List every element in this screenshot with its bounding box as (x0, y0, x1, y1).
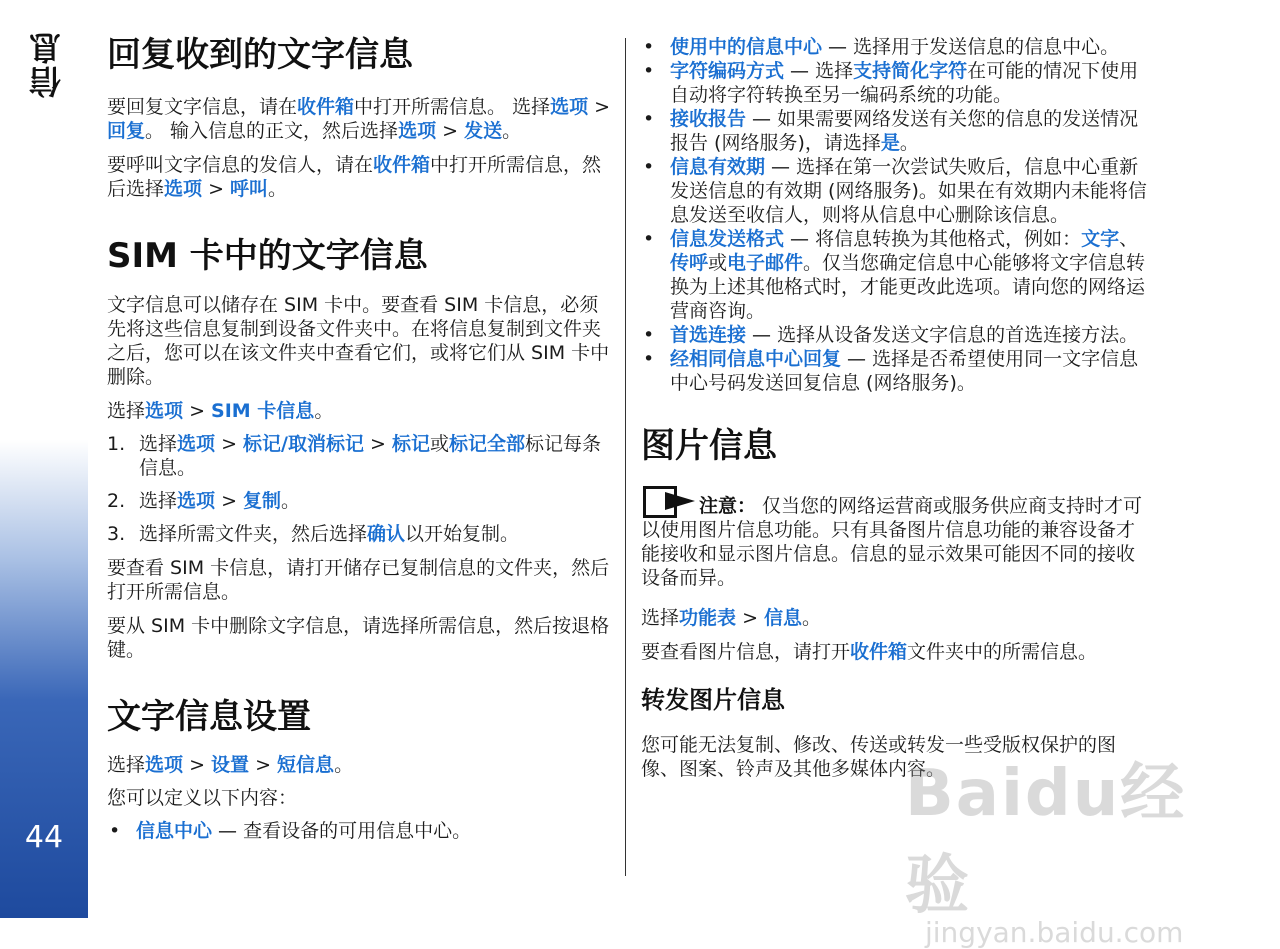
heading-reply-text: 回复收到的文字信息 (107, 35, 413, 75)
para-select-sim: 选择选项 > SIM 卡信息。 (107, 400, 334, 422)
settings-list-left (107, 819, 612, 843)
link-messages[interactable]: 信息 (764, 606, 803, 629)
link-mark-unmark[interactable]: 标记/取消标记 (243, 433, 364, 455)
sidebar-band (0, 0, 88, 918)
step-item: 1. 选择选项 > 标记/取消标记 > 标记或标记全部标记每条信息。 (107, 433, 602, 479)
page-number: 44 (24, 820, 64, 855)
link-char-encoding[interactable]: 字符编码方式 (670, 60, 785, 82)
link-send[interactable]: 发送 (464, 119, 503, 142)
step-item: 2. 选择选项 > 复制。 (107, 490, 301, 512)
link-options[interactable]: 选项 (398, 119, 437, 142)
list-item: • 首选连接 — 选择从设备发送文字信息的首选连接方法。 (641, 323, 1151, 347)
link-sms[interactable]: 短信息 (277, 753, 335, 776)
link-options[interactable]: 选项 (550, 95, 589, 118)
link-call[interactable]: 呼叫 (230, 177, 269, 200)
para-select-menu: 选择功能表 > 信息。 (641, 606, 822, 629)
para-view-picture: 要查看图片信息，请打开收件箱文件夹中的所需信息。 (641, 640, 1098, 663)
link-mark-all[interactable]: 标记全部 (449, 433, 526, 455)
para-reply: 要回复文字信息，请在收件箱中打开所需信息。 选择选项 > 回复。 输入信息的正文，然后选择选项 > 发送。 (107, 95, 611, 142)
para-sim-intro: 文字信息可以储存在 SIM 卡中。要查看 SIM 卡信息，必须先将这些信息复制到设备文件夹中。在将信息复制到文件夹之后，您可以在该文件夹中查看它们，或将它们从 SIM 卡中删除。 (107, 294, 610, 388)
link-confirm[interactable]: 确认 (367, 523, 406, 545)
para-copyright: 您可能无法复制、修改、传送或转发一些受版权保护的图像、图案、铃声及其他多媒体内容。 (641, 733, 1117, 780)
link-paging[interactable]: 传呼 (670, 252, 709, 274)
subheading-forward-picture: 转发图片信息 (641, 685, 785, 714)
link-options[interactable]: 选项 (177, 490, 216, 512)
link-options[interactable]: 选项 (164, 177, 203, 200)
link-reply-same-centre[interactable]: 经相同信息中心回复 (670, 348, 842, 370)
list-item: • 接收报告 — 如果需要网络发送有关您的信息的发送情况报告 (网络服务)，请选择是。 (641, 107, 1151, 155)
para-define: 您可以定义以下内容： (107, 786, 298, 809)
link-email[interactable]: 电子邮件 (727, 252, 804, 274)
heading-sim-text: SIM 卡中的文字信息 (107, 235, 428, 276)
link-options[interactable]: 选项 (145, 400, 184, 422)
link-copy[interactable]: 复制 (243, 490, 282, 512)
left-column (107, 26, 612, 843)
link-message-centres[interactable]: 信息中心 (136, 819, 213, 842)
link-mark[interactable]: 标记 (391, 433, 430, 455)
link-options[interactable]: 选项 (177, 433, 216, 455)
note-block: 注意： 仅当您的网络运营商或服务供应商支持时才可以使用图片信息功能。只有具备图片信息功能的兼容设备才能接收和显示图片信息。信息的显示效果可能因不同的接收设备而异。 (641, 486, 1151, 590)
link-text[interactable]: 文字 (1081, 228, 1120, 250)
link-reduced-support[interactable]: 支持简化字符 (853, 60, 968, 82)
watermark-logo: Baidu经验 jingyan.baidu.com (905, 757, 1187, 949)
list-item: • 信息发送格式 — 将信息转换为其他格式，例如：文字、传呼或电子邮件。仅当您确定信息中心能够将文字信息转换为上述其他格式时，才能更改此选项。请向您的网络运营商咨询。 (641, 227, 1151, 323)
para-view-sim: 要查看 SIM 卡信息，请打开储存已复制信息的文件夹，然后打开所需信息。 (107, 557, 610, 603)
link-settings[interactable]: 设置 (211, 753, 250, 776)
link-sent-as[interactable]: 信息发送格式 (670, 228, 785, 250)
list-item: • 信息有效期 — 选择在第一次尝试失败后，信息中心重新发送信息的有效期 (网络服务)。如果在有效期内未能将信息发送至收信人，则将从信息中心删除该信息。 (641, 155, 1151, 227)
link-menu[interactable]: 功能表 (679, 606, 737, 629)
list-item: • 字符编码方式 — 选择支持简化字符在可能的情况下使用自动将字符转换至另一编码系统的功能。 (641, 59, 1151, 107)
settings-list-right (641, 35, 1151, 395)
step-item: 3. 选择所需文件夹，然后选择确认以开始复制。 (107, 523, 520, 545)
link-validity[interactable]: 信息有效期 (670, 156, 766, 178)
heading-picture-messages: 图片信息 (641, 426, 777, 466)
para-delete-sim: 要从 SIM 卡中删除文字信息，请选择所需信息，然后按退格键。 (107, 615, 610, 661)
heading-text-settings: 文字信息设置 (107, 697, 311, 737)
list-item: • 使用中的信息中心 — 选择用于发送信息的信息中心。 (641, 35, 1151, 59)
link-receive-report[interactable]: 接收报告 (670, 108, 747, 130)
link-options[interactable]: 选项 (145, 753, 184, 776)
link-reply[interactable]: 回复 (107, 119, 146, 142)
steps-list (107, 432, 612, 546)
para-select-settings: 选择选项 > 设置 > 短信息。 (107, 753, 354, 776)
link-yes[interactable]: 是 (880, 132, 900, 154)
link-sim-messages[interactable]: SIM 卡信息 (211, 400, 315, 422)
chapter-title: 信息 (28, 30, 66, 98)
link-inbox[interactable]: 收件箱 (373, 153, 431, 176)
link-inbox[interactable]: 收件箱 (297, 95, 355, 118)
list-item: • 经相同信息中心回复 — 选择是否希望使用同一文字信息中心号码发送回复信息 (网络服务)。 (641, 347, 1151, 395)
para-call-sender: 要呼叫文字信息的发信人，请在收件箱中打开所需信息，然后选择选项 > 呼叫。 (107, 153, 602, 200)
list-item: • 信息中心 — 查看设备的可用信息中心。 (107, 819, 612, 843)
link-preferred-conn[interactable]: 首选连接 (670, 324, 747, 346)
right-column (641, 35, 1151, 781)
column-divider (625, 38, 626, 876)
note-icon (641, 486, 699, 516)
note-label: 注意： (699, 494, 757, 517)
link-inbox[interactable]: 收件箱 (850, 640, 908, 663)
link-centre-in-use[interactable]: 使用中的信息中心 (670, 36, 823, 58)
